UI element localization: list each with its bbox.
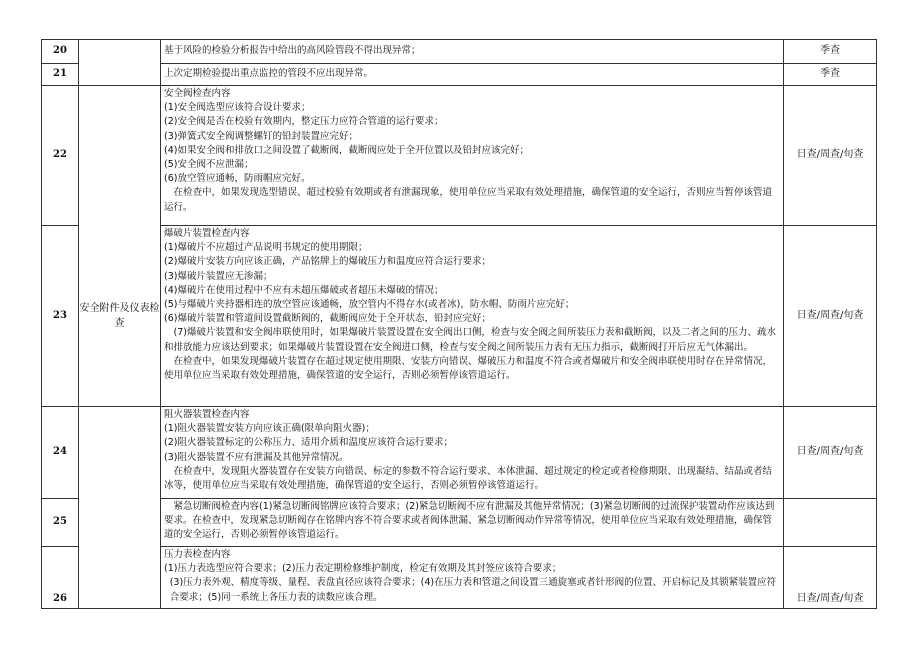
- row-number: 20: [42, 40, 79, 64]
- content-line: (1)安全阀选型应该符合设计要求；: [164, 102, 311, 114]
- content-line: 阻火器装置检查内容: [164, 409, 250, 420]
- table-row: [42, 547, 877, 609]
- check-content: [161, 40, 784, 64]
- content-line: 上次定期检验提出重点监控的管段不应出现异常。: [164, 68, 374, 80]
- content-line: (5)与爆破片夹持器相连的放空管应该通畅，放空管内不得存水(或者冰)，防水帽、防雨片应完好；: [164, 299, 575, 311]
- category-cell-empty: [79, 407, 161, 609]
- content-line: 压力表检查内容: [164, 549, 231, 560]
- content-line: (1)压力表选型应符合要求；(2)压力表定期检修维护制度，检定有效期及其封签应该符合要求；: [164, 563, 562, 575]
- category-cell-empty: [79, 86, 161, 226]
- content-line: 爆破片装置检查内容: [164, 228, 250, 239]
- check-content: [161, 86, 784, 226]
- content-line: (4)爆破片在使用过程中不应有未超压爆破或者超压未爆破的情况；: [164, 284, 444, 296]
- table-row: [42, 86, 877, 226]
- content-line: 在检查中，如果发现爆破片装置存在超过规定使用期限、安装方向错误、爆破压力和温度不符合或者爆破片和安全阀串联使用时存在异常情况，使用单位应当采取有效处理措施，确保管道的安全运行，否则必须暂停该管道运行。: [164, 355, 773, 382]
- table-row: [42, 40, 877, 64]
- table-row: [42, 499, 877, 547]
- check-content: [161, 64, 784, 86]
- category-label: 安全附件及仪表检查: [79, 226, 161, 407]
- table-row: [42, 64, 877, 86]
- content-line: (6)放空管应通畅，防雨帽应完好。: [164, 173, 311, 185]
- table-row: [42, 407, 877, 499]
- content-line: (2)爆破片安装方向应该正确，产品铭牌上的爆破压力和温度应符合运行要求；: [164, 256, 491, 268]
- check-frequency: 季查: [784, 40, 877, 64]
- check-frequency: 日查/周查/旬查: [784, 547, 877, 609]
- check-frequency: 日查/周查/旬查: [784, 86, 877, 226]
- check-content: [161, 547, 784, 609]
- inspection-table: [41, 39, 877, 609]
- content-line: (3)爆破片装置应无渗漏；: [164, 270, 273, 282]
- content-line: 在检查中，发现阻火器装置存在安装方向错误、标定的参数不符合运行要求、本体泄漏、超过规定的检定或者检修期限、出现凝结、结晶或者结冰等，使用单位应当采取有效处理措施，确保管道的安全运行，否则必须暂停该管道运行。: [164, 465, 773, 492]
- inspection-table-page: [41, 39, 876, 609]
- content-line: (3)阻火器装置不应有泄漏及其他异常情况。: [164, 451, 349, 463]
- content-line: (6)爆破片装置和管道间设置截断阀的，截断阀应处于全开状态，铅封应完好；: [164, 313, 491, 325]
- check-frequency: [784, 499, 877, 547]
- content-line: (2)阻火器装置标定的公称压力、适用介质和温度应该符合运行要求；: [164, 437, 453, 449]
- row-number: 23: [42, 226, 79, 407]
- check-frequency: 季查: [784, 64, 877, 86]
- check-frequency: 日查/周查/旬查: [784, 226, 877, 407]
- content-line: 安全阀检查内容: [164, 88, 231, 99]
- check-content: [161, 499, 784, 547]
- category-cell-empty: [79, 40, 161, 86]
- content-line: 紧急切断阀检查内容(1)紧急切断阀铭牌应该符合要求；(2)紧急切断阀不应有泄漏及其他异常情况；(3)紧急切断阀的过流保护装置动作应该达到要求。在检查中，发现紧急切断阀存在铭牌内容不符合要求或者阀体泄漏、紧急切断阀动作异常等情况，使用单位应当采取有效处理措施，确保管道的安全运行，否则必须暂停该管道运行。: [164, 501, 775, 541]
- row-number: 21: [42, 64, 79, 86]
- table-row: [42, 226, 877, 407]
- check-content: [161, 226, 784, 407]
- content-line: 在检查中，如果发现选型错误、超过校验有效期或者有泄漏现象，使用单位应当采取有效处理措施，确保管道的安全运行，否则应当暂停该管道运行。: [164, 187, 773, 213]
- content-line: (3)压力表外观、精度等级、量程、表盘直径应该符合要求；(4)在压力表和管道之间设置三通旋塞或者针形阀的位置、开启标记及其锁紧装置应符合要求；(5)同一系统上各压力表的读数应该合理。: [169, 577, 777, 603]
- check-frequency: 日查/周查/旬查: [784, 407, 877, 499]
- row-number: 22: [42, 86, 79, 226]
- content-line: (1)阻火器装置安装方向应该正确(限单向阻火器)；: [164, 423, 375, 435]
- check-content: [161, 407, 784, 499]
- content-line: (5)安全阀不应泄漏；: [164, 159, 254, 171]
- row-number: 24: [42, 407, 79, 499]
- row-number: 25: [42, 499, 79, 547]
- content-line: (2)安全阀是否在校验有效期内，整定压力应符合管道的运行要求；: [164, 116, 444, 128]
- row-number: 26: [42, 547, 79, 609]
- content-line: (3)弹簧式安全阀调整螺钉的铅封装置应完好；: [164, 130, 358, 142]
- content-line: 基于风险的检验分析报告中给出的高风险管段不得出现异常；: [164, 45, 421, 57]
- content-line: (4)如果安全阀和排放口之间设置了截断阀，截断阀应处于全开位置以及铅封应该完好；: [164, 144, 529, 156]
- content-line: (1)爆破片不应超过产品说明书规定的使用期限；: [164, 242, 368, 254]
- content-line: (7)爆破片装置和安全阀串联使用时，如果爆破片装置设置在安全阀出口侧，检查与安全阀之间所装压力表和截断阀，以及二者之间的压力、疏水和排放能力应该达到要求；如果爆破片装置设置在安全阀进口侧，检查与安全阀之间所装压力表有无压力指示，截断阀打开后应无气体漏出。: [164, 327, 776, 353]
